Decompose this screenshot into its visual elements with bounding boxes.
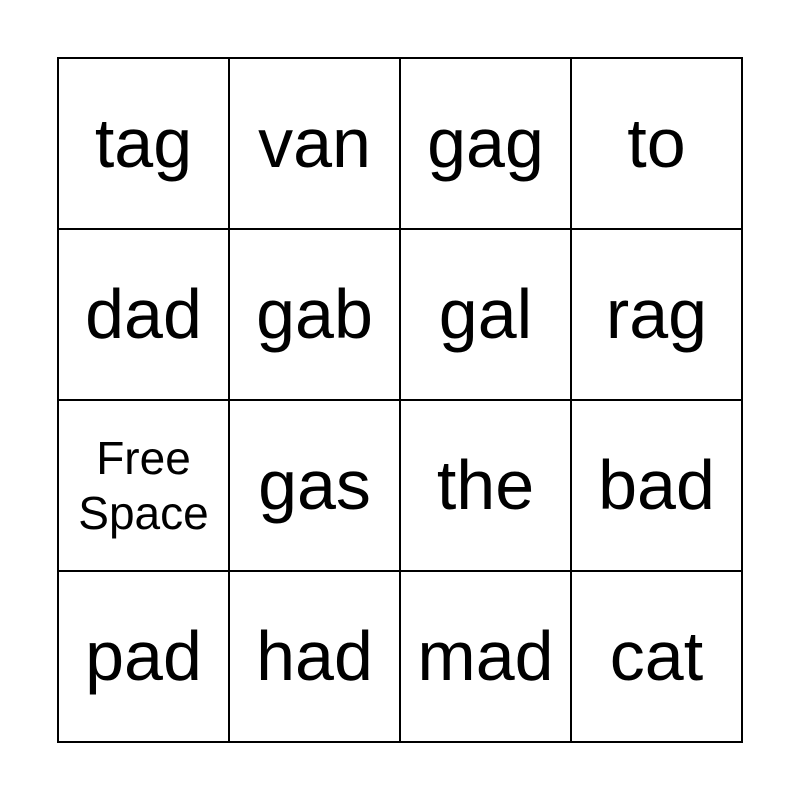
bingo-cell[interactable]: pad <box>59 572 228 741</box>
bingo-grid <box>57 57 743 743</box>
bingo-cell[interactable]: rag <box>572 230 741 399</box>
bingo-cell[interactable]: bad <box>572 401 741 570</box>
bingo-cell[interactable]: gal <box>401 230 570 399</box>
bingo-cell[interactable]: gas <box>230 401 399 570</box>
bingo-cell[interactable]: van <box>230 59 399 228</box>
bingo-cell[interactable]: gab <box>230 230 399 399</box>
free-space-cell[interactable]: Free Space <box>59 401 228 570</box>
bingo-cell[interactable]: dad <box>59 230 228 399</box>
bingo-cell[interactable]: mad <box>401 572 570 741</box>
bingo-cell[interactable]: tag <box>59 59 228 228</box>
bingo-cell[interactable]: cat <box>572 572 741 741</box>
bingo-cell[interactable]: the <box>401 401 570 570</box>
bingo-card <box>57 57 743 743</box>
bingo-cell[interactable]: gag <box>401 59 570 228</box>
bingo-cell[interactable]: had <box>230 572 399 741</box>
bingo-cell[interactable]: to <box>572 59 741 228</box>
